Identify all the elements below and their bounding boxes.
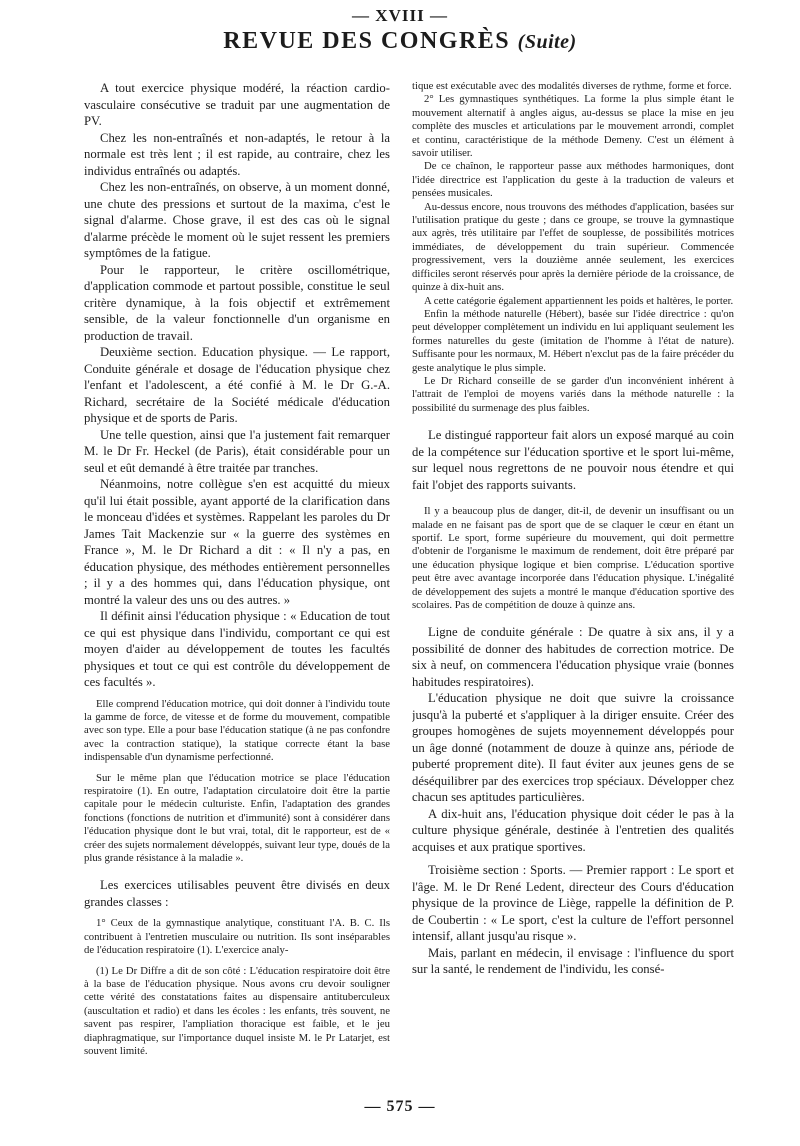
paragraph: Troisième section : Sports. — Premier rapport : Le sport et l'âge. M. le Dr René Ledent, directeur des Cours d'éducation physique de la province de Liège, rappelle la définition de P. de Coubertin : « Le sport, c'est la culture de l'effort personnel intensif, allant jusqu'au risque ». xyxy=(412,863,734,944)
paragraph: Néanmoins, notre collègue s'en est acquitté du mieux qu'il lui était possible, ayant apporté de la clarification dans le monceau d'idées et systèmes. Rappelant les paroles du Dr James Tait Mackenzie sur « la guerre des systèmes en France », M. le Dr Richard a dit : « Il n'y a pas, en éducation physique, des méthodes entièrement personnelles ; il y a des hommes qui, dans l'éducation physique, ont montré la valeur des uns ou des autres. » xyxy=(84,477,390,607)
paragraph: Le distingué rapporteur fait alors un exposé marqué au coin de la compétence sur l'éducation sportive et le sport lui-même, sur lequel nous regrettons de ne pouvoir nous étendre et qui fait l'objet des rapports suivants. xyxy=(412,428,734,492)
paragraph: Deuxième section. Education physique. — Le rapport, Conduite générale et dosage de l'éducation physique chez l'enfant et l'adolescent, a été confié à M. le Dr G.-A. Richard, secrétaire de la Société médicale d'éducation physique et de sports de Paris. xyxy=(84,345,390,425)
paragraph: Les exercices utilisables peuvent être divisés en deux grandes classes : xyxy=(84,878,390,909)
paragraph: Le Dr Richard conseille de se garder d'un inconvénient inhérent à l'attrait de l'emploi de moyens variés dans la méthode naturelle : la possibilité du surmenage des plus faibles. xyxy=(412,374,734,414)
paragraph: Une telle question, ainsi que l'a justement fait remarquer M. le Dr Fr. Heckel (de Paris), était considérable pour un seul et eût demandé à être traitée par tranches. xyxy=(84,427,390,475)
page-number: — 575 — xyxy=(364,1098,436,1115)
page-header xyxy=(0,4,800,55)
paragraph: De ce chaînon, le rapporteur passe aux méthodes harmoniques, dont l'idée directrice est l'application du geste à la traduction de valeurs et pensées musicales. xyxy=(412,160,734,200)
paragraph: L'éducation physique ne doit que suivre la croissance jusqu'à la puberté et s'appliquer à la diriger ensuite. Créer des groupes homogènes de sujets moyennement développés pour un âge donné (notamment de douze à quinze ans, période de puberté proprement dite). Il faut éviter aux jeunes gens de se déséquilibrer par des exercices trop spéciaux. Développer chez chacun ses aptitudes particulières. xyxy=(412,691,734,805)
footnote: (1) Le Dr Diffre a dit de son côté : L'éducation respiratoire doit être à la base de l'éducation physique. Nous avons cru devoir souligner cette vérité des constatations faites au dispensaire antituberculeux (auscultation et radio) et dans les écoles : les enfants, très souvent, ne savent pas respirer, l'ampliation thoracique est faible, et le jeu diaphragmatique, sur l'importance duquel insiste M. le Pr Latarjet, est souvent limité. xyxy=(84,964,390,1058)
paragraph: Chez les non-entraînés et non-adaptés, le retour à la normale est très lent ; il est rapide, au contraire, chez les individus entraînés ou adaptés. xyxy=(84,130,390,178)
paragraph: Pour le rapporteur, le critère oscillométrique, d'application commode et partout possible, constitue le seul critère dynamique, à la fois objectif et extrêmement sensible, de la valeur fonctionnelle d'un organisme en production de travail. xyxy=(84,262,390,343)
paragraph: Sur le même plan que l'éducation motrice se place l'éducation respiratoire (1). En outre, l'adaptation circulatoire doit être la partie capitale pour le médecin culturiste. Enfin, l'adaptation des grandes fonctions (fonctions de nutrition et d'immunité) sont à considérer dans l'éducation physique dont le but vrai, total, dit le rapporteur, est de « créer des sujets normalement développés, suivant leur type, doués de la plus grande résistance à la maladie ». xyxy=(84,771,390,864)
paragraph: Elle comprend l'éducation motrice, qui doit donner à l'individu toute la gamme de force, de vitesse et de forme du mouvement, compatible avec son type. Elle a pour base l'éducation statique (à ne pas confondre avec la contraction statique), la statique correcte étant la base indispensable d'un dynamisme perfectionné. xyxy=(84,697,390,764)
page-title xyxy=(0,28,800,55)
paragraph: Il y a beaucoup plus de danger, dit-il, de devenir un insuffisant ou un malade en ne faisant pas de sport que de se claquer le cœur en étant un sportif. Le sport, forme supérieure du mouvement, qui doit permettre d'obtenir de l'organisme le maximum de rendement, doit être préparé par une éducation physique logique et bien comprise. L'éducation sportive peut être avec avantage incorporée dans l'éducation physique. L'inégalité de développement des sujets a montré le manque d'éducation sportive des scolaires. Pas de compétition de douze à quinze ans. xyxy=(412,505,734,611)
paragraph: Il définit ainsi l'éducation physique : « Education de tout ce qui est physique dans l'individu, comportant ce qui est moyen d'aider au développement de toutes les facultés physiques et tout ce qui est contrôle du développement de ces facultés ». xyxy=(84,609,390,689)
paragraph: A cette catégorie également appartiennent les poids et haltères, le porter. xyxy=(424,294,734,307)
title-main: REVUE DES CONGRÈS xyxy=(223,28,511,54)
left-column xyxy=(84,80,390,1090)
paragraph: A tout exercice physique modéré, la réaction cardio-vasculaire consécutive se traduit par une augmentation de PV. xyxy=(84,81,390,128)
paragraph: 1° Ceux de la gymnastique analytique, constituant l'A. B. C. Ils contribuent à l'entretien musculaire ou nutrition. Ils sont inséparables de l'éducation respiratoire (1). L'exercice analy- xyxy=(84,917,390,957)
paragraph: Au-dessus encore, nous trouvons des méthodes d'application, basées sur l'utilisation pratique du geste ; dans ce groupe, se trouve la gymnastique aux agrès, très utilitaire par l'effet de souplesse, de possibilités motrices immédiates, de développement du train supérieur. Commencée progressivement, vers la douzième année seulement, les exercices difficiles seront réservés pour après la dernière période de la croissance, de quinze à dix-huit ans. xyxy=(412,200,734,294)
paragraph: A dix-huit ans, l'éducation physique doit céder le pas à la culture physique générale, destinée à l'entretien des qualités acquises et aux pratique sportives. xyxy=(412,806,734,854)
right-column xyxy=(412,80,734,1090)
paragraph: Ligne de conduite générale : De quatre à six ans, il y a possibilité de donner des habitudes de correction motrice. De six à neuf, on commencera l'éducation physique vraie (bonnes habitudes respiratoires). xyxy=(412,625,734,689)
section-number: — XVIII — xyxy=(352,6,448,25)
title-suite: (Suite) xyxy=(517,31,577,53)
paragraph: Mais, parlant en médecin, il envisage : l'influence du sport sur la santé, le rendement de l'individu, les consé- xyxy=(412,945,734,977)
paragraph: 2° Les gymnastiques synthétiques. La forme la plus simple étant le mouvement alternatif à angles aigus, au-dessus se place la mise en jeu complète des muscles et articulations par le mouvement arrondi, complet et continu, caractéristique de la méthode Demeny. C'est un élément à savoir utiliser. xyxy=(412,93,734,160)
paragraph: Enfin la méthode naturelle (Hébert), basée sur l'idée directrice : qu'on peut développer complètement un individu en lui appliquant seulement les formes naturelles du geste (imitation de l'homme à l'état de nature). Suffisante pour les normaux, M. Hébert n'exclut pas de la faire précéder du geste analytique le plus simple. xyxy=(412,307,734,374)
paragraph: Chez les non-entraînés, on observe, à un moment donné, une chute des pressions et surtout de la maxima, c'est le signal d'alarme. Chose grave, il est des cas où le signal d'alarme précède le moment où le sujet ressent les premiers symptômes de la fatigue. xyxy=(84,180,390,260)
paragraph: tique est exécutable avec des modalités diverses de rythme, forme et force. xyxy=(412,80,732,92)
